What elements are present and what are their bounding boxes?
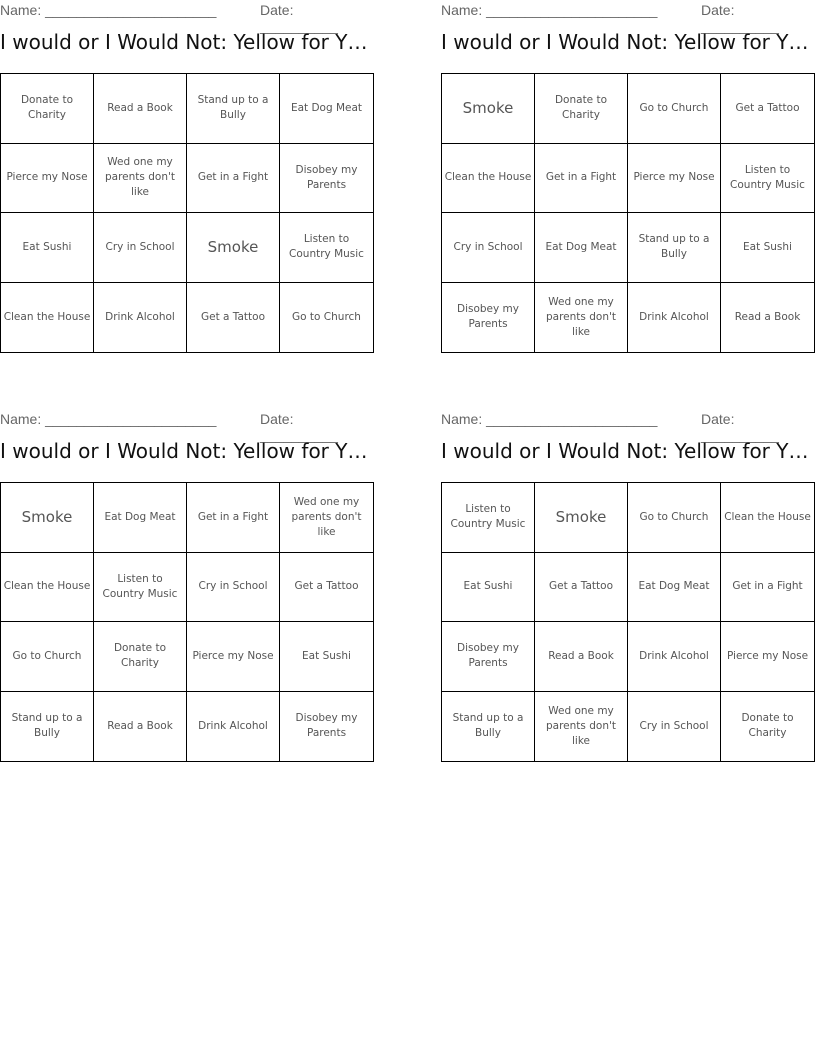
bingo-cell[interactable]: Disobey my Parents — [280, 144, 373, 214]
bingo-cell[interactable]: Disobey my Parents — [442, 622, 535, 692]
bingo-cell[interactable]: Go to Church — [1, 622, 94, 692]
card-title: I would or I Would Not: Yellow for Y… — [0, 439, 368, 463]
bingo-cell[interactable]: Donate to Charity — [741, 712, 794, 740]
bingo-cell[interactable]: Eat Dog Meat — [535, 213, 628, 283]
bingo-cell[interactable]: Get a Tattoo — [187, 283, 280, 353]
bingo-cell[interactable]: Wed one my parents don't like — [535, 692, 628, 762]
bingo-cell[interactable]: Cry in School — [94, 213, 187, 283]
bingo-cell[interactable]: Drink Alcohol — [628, 622, 721, 692]
bingo-cell[interactable]: Go to Church — [292, 310, 361, 323]
bingo-cell[interactable]: Smoke — [442, 74, 535, 144]
bingo-cell[interactable]: Go to Church — [628, 74, 721, 144]
bingo-cell[interactable]: Eat Sushi — [442, 553, 535, 623]
bingo-cell[interactable]: Listen to Country Music — [721, 144, 814, 214]
bingo-cell[interactable]: Drink Alcohol — [628, 283, 721, 353]
bingo-cell[interactable]: Smoke — [187, 213, 280, 283]
name-field[interactable]: Name: ______________________ — [0, 2, 217, 18]
date-field[interactable]: Date: __________ — [260, 2, 338, 34]
date-field[interactable]: Date: __________ — [260, 411, 338, 443]
bingo-cell[interactable]: Listen to Country Music — [94, 553, 187, 623]
bingo-cell[interactable]: Get a Tattoo — [280, 553, 373, 623]
bingo-cell[interactable]: Smoke — [1, 483, 94, 553]
bingo-cell[interactable]: Clean the House — [442, 144, 535, 214]
bingo-cell[interactable]: Stand up to a Bully — [1, 692, 94, 762]
bingo-cell[interactable]: Get a Tattoo — [535, 553, 628, 623]
bingo-grid — [441, 482, 815, 762]
bingo-cell[interactable]: Read a Book — [734, 310, 801, 323]
bingo-cell[interactable]: Eat Sushi — [721, 213, 814, 283]
bingo-cell[interactable]: Stand up to a Bully — [442, 692, 535, 762]
name-date-header — [441, 409, 816, 443]
bingo-cell[interactable]: Eat Dog Meat — [94, 483, 187, 553]
bingo-cell[interactable]: Read a Book — [535, 622, 628, 692]
name-date-header — [0, 0, 375, 34]
bingo-cell[interactable]: Eat Dog Meat — [628, 553, 721, 623]
bingo-cell[interactable]: Eat Dog Meat — [280, 74, 373, 144]
bingo-cell[interactable]: Eat Sushi — [1, 213, 94, 283]
card-title: I would or I Would Not: Yellow for Y… — [441, 30, 809, 54]
bingo-cell[interactable]: Get in a Fight — [187, 483, 280, 553]
card-title: I would or I Would Not: Yellow for Y… — [441, 439, 809, 463]
bingo-cell[interactable]: Disobey my Parents — [442, 283, 535, 353]
bingo-cell[interactable]: Disobey my Parents — [295, 712, 358, 740]
bingo-grid — [0, 73, 374, 353]
bingo-cell[interactable]: Get in a Fight — [535, 144, 628, 214]
date-field[interactable]: Date: __________ — [701, 411, 779, 443]
bingo-cell[interactable]: Donate to Charity — [94, 622, 187, 692]
bingo-cell[interactable]: Clean the House — [1, 553, 94, 623]
bingo-cell[interactable]: Smoke — [535, 483, 628, 553]
bingo-cell[interactable]: Donate to Charity — [1, 74, 94, 144]
bingo-cell[interactable]: Get a Tattoo — [721, 74, 814, 144]
bingo-cell[interactable]: Eat Sushi — [280, 622, 373, 692]
bingo-cell[interactable]: Pierce my Nose — [721, 622, 814, 692]
bingo-cell[interactable]: Drink Alcohol — [94, 283, 187, 353]
card-title: I would or I Would Not: Yellow for Y… — [0, 30, 368, 54]
bingo-cell[interactable]: Listen to Country Music — [280, 213, 373, 283]
bingo-cell[interactable]: Read a Book — [94, 74, 187, 144]
bingo-cell[interactable]: Clean the House — [1, 283, 94, 353]
name-field[interactable]: Name: ______________________ — [441, 411, 658, 427]
name-date-header — [0, 409, 375, 443]
bingo-cell[interactable]: Get in a Fight — [187, 144, 280, 214]
bingo-cell[interactable]: Listen to Country Music — [442, 483, 535, 553]
bingo-cell[interactable]: Read a Book — [94, 692, 187, 762]
bingo-cell[interactable]: Wed one my parents don't like — [535, 283, 628, 353]
bingo-cell[interactable]: Pierce my Nose — [1, 144, 94, 214]
bingo-cell[interactable]: Pierce my Nose — [628, 144, 721, 214]
name-field[interactable]: Name: ______________________ — [0, 411, 217, 427]
bingo-cell[interactable]: Stand up to a Bully — [187, 74, 280, 144]
bingo-cell[interactable]: Go to Church — [628, 483, 721, 553]
bingo-cell[interactable]: Wed one my parents don't like — [280, 483, 373, 553]
bingo-cell[interactable]: Drink Alcohol — [187, 692, 280, 762]
bingo-cell[interactable]: Wed one my parents don't like — [94, 144, 187, 214]
date-field[interactable]: Date: __________ — [701, 2, 779, 34]
bingo-cell[interactable]: Pierce my Nose — [187, 622, 280, 692]
bingo-cell[interactable]: Stand up to a Bully — [628, 213, 721, 283]
bingo-cell[interactable]: Donate to Charity — [535, 74, 628, 144]
bingo-grid — [441, 73, 815, 353]
bingo-cell[interactable]: Clean the House — [721, 483, 814, 553]
bingo-cell[interactable]: Cry in School — [187, 553, 280, 623]
name-date-header — [441, 0, 816, 34]
bingo-cell[interactable]: Cry in School — [628, 692, 721, 762]
bingo-cell[interactable]: Cry in School — [442, 213, 535, 283]
name-field[interactable]: Name: ______________________ — [441, 2, 658, 18]
bingo-cell[interactable]: Get in a Fight — [721, 553, 814, 623]
bingo-grid — [0, 482, 374, 762]
